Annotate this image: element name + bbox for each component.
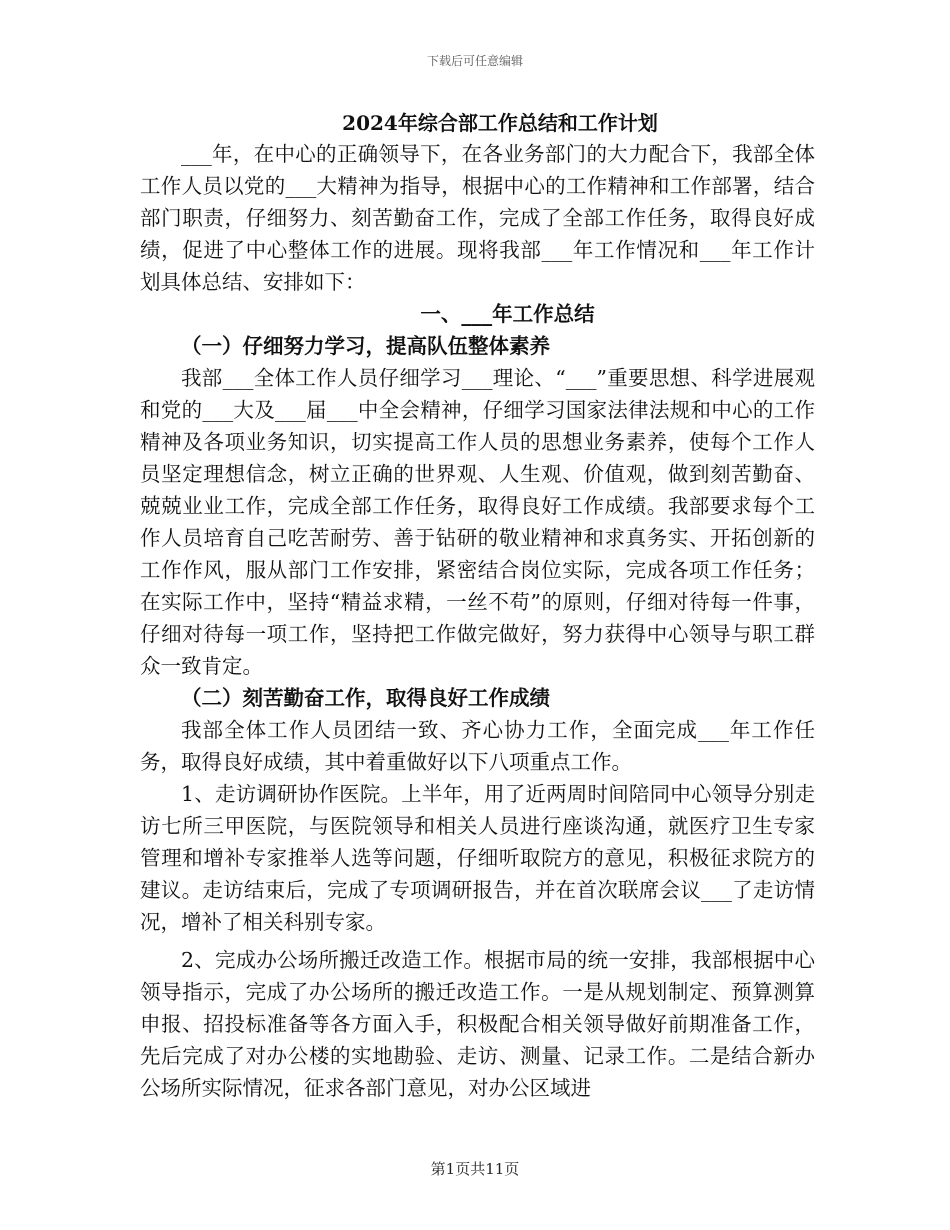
header-note: 下载后可任意编辑 — [426, 54, 523, 68]
work-paragraph: 我部全体工作人员团结一致、齐心协力工作，全面完成___年工作任务，取得良好成绩，其中着重做好以下八项重点工作。 — [140, 718, 815, 774]
study-paragraph: 我部___全体工作人员仔细学习___理论、“___”重要思想、科学进展观和党的___大及___届___中全会精神，仔细学习国家法律法规和中心的工作精神及各项业务知识，切实提高工作人员的思想业务素养，使每个工作人员坚定理想信念，树立正确的世界观、人生观、价值观，做到刻苦勤奋、兢兢业业工作，完成全部工作任务，取得良好工作成绩。我部要求每个工作人员培育自己吃苦耐劳、善于钻研的敬业精神和求真务实、开拓创新的工作作风，服从部门工作安排，紧密结合岗位实际，完成各项工作任务；在实际工作中，坚持“精益求精，一丝不苟”的原则，仔细对待每一件事，仔细对待每一项工作，坚持把工作做完做好，努力获得中心领导与职工群众一致肯定。 — [140, 366, 815, 678]
subsection-heading-study: （一）仔细努力学习，提高队伍整体素养 — [181, 334, 550, 358]
intro-paragraph: ___年，在中心的正确领导下，在各业务部门的大力配合下，我部全体工作人员以党的___大精神为指导，根据中心的工作精神和工作部署，结合部门职责，仔细努力、刻苦勤奋工作，完成了全部工作任务，取得良好成绩，促进了中心整体工作的进展。现将我部___年工作情况和___年工作计划具体总结、安排如下： — [140, 142, 815, 294]
subsection-heading-work: （二）刻苦勤奋工作，取得良好工作成绩 — [181, 686, 550, 710]
page-number: 第1页共11页 — [430, 1160, 520, 1178]
section-heading-summary: 一、___年工作总结 — [420, 302, 595, 326]
item-2-paragraph: 2、完成办公场所搬迁改造工作。根据市局的统一安排，我部根据中心领导指示，完成了办公场所的搬迁改造工作。一是从规划制定、预算测算申报、招投标准备等各方面入手，积极配合相关领导做好前期准备工作，先后完成了对办公楼的实地勘验、走访、测量、记录工作。二是结合新办公场所实际情况，征求各部门意见，对办公区域进 — [140, 948, 815, 1100]
item-1-paragraph: 1、走访调研协作医院。上半年，用了近两周时间陪同中心领导分别走访七所三甲医院，与医院领导和相关人员进行座谈沟通，就医疗卫生专家管理和增补专家推举人选等问题，仔细听取院方的意见，积极征求院方的建议。走访结束后，完成了专项调研报告，并在首次联席会议___了走访情况，增补了相关科别专家。 — [140, 782, 815, 934]
document-title: 2024年综合部工作总结和工作计划 — [342, 111, 658, 135]
document-body — [140, 108, 815, 1104]
